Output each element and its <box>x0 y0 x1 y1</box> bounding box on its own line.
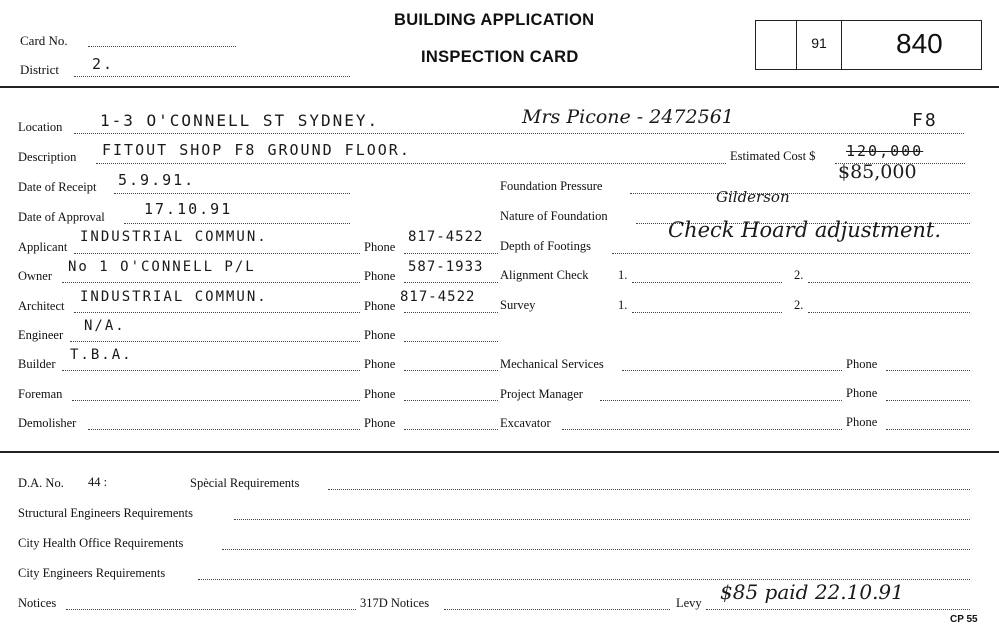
applicant-field[interactable] <box>74 253 360 254</box>
demolisher-field[interactable] <box>88 429 360 430</box>
structural-requirements-field[interactable] <box>234 519 970 520</box>
alignment-check-field-1[interactable] <box>632 282 782 283</box>
estimated-cost-label: Estimated Cost $ <box>730 149 816 163</box>
project-manager-field[interactable] <box>600 400 842 401</box>
location-field[interactable] <box>74 133 964 134</box>
description-value: FITOUT SHOP F8 GROUND FLOOR. <box>102 141 411 159</box>
location-note: Mrs Picone - 2472561 <box>522 106 734 128</box>
alignment-check-field-2[interactable] <box>808 282 970 283</box>
architect-label: Architect <box>18 299 65 313</box>
engineer-label: Engineer <box>18 328 64 342</box>
engineer-phone-label: Phone <box>364 328 396 342</box>
survey-field-2[interactable] <box>808 312 970 313</box>
depth-of-footings-field[interactable] <box>612 253 970 254</box>
health-requirements-field[interactable] <box>222 549 970 550</box>
builder-phone-field[interactable] <box>404 370 498 371</box>
description-field[interactable] <box>96 163 726 164</box>
district-label: District <box>20 62 59 77</box>
alignment-check-num-1: 1. <box>618 268 628 282</box>
card-number-value: 840 <box>896 28 943 59</box>
builder-phone-label: Phone <box>364 357 396 371</box>
foreman-phone-label: Phone <box>364 387 396 401</box>
engineer-value: N/A. <box>84 318 126 334</box>
levy-value: $85 paid 22.10.91 <box>720 580 904 604</box>
mechanical-services-phone-label: Phone <box>846 357 878 371</box>
engineer-field[interactable] <box>70 341 360 342</box>
builder-label: Builder <box>18 357 56 371</box>
survey-num-2: 2. <box>794 298 804 312</box>
card-series-value: 91 <box>811 35 827 51</box>
notices-317d-field[interactable] <box>444 609 670 610</box>
depth-of-footings-label: Depth of Footings <box>500 239 591 253</box>
demolisher-phone-field[interactable] <box>404 429 498 430</box>
form-subtitle: INSPECTION CARD <box>421 48 579 66</box>
da-number-label: D.A. No. <box>18 476 64 490</box>
alignment-check-label: Alignment Check <box>500 268 589 282</box>
architect-field[interactable] <box>74 312 360 313</box>
foreman-label: Foreman <box>18 387 63 401</box>
district-field[interactable] <box>74 76 350 77</box>
demolisher-phone-label: Phone <box>364 416 396 430</box>
owner-label: Owner <box>18 269 53 283</box>
levy-label: Levy <box>676 596 702 610</box>
card-no-field[interactable] <box>88 46 236 47</box>
section-divider <box>0 451 999 453</box>
date-of-receipt-value: 5.9.91. <box>118 171 196 189</box>
project-manager-phone-label: Phone <box>846 386 878 400</box>
demolisher-label: Demolisher <box>18 416 77 430</box>
structural-requirements-label: Structural Engineers Requirements <box>18 506 193 520</box>
foundation-pressure-field[interactable] <box>630 193 970 194</box>
owner-field[interactable] <box>62 282 360 283</box>
architect-phone-field[interactable] <box>404 312 498 313</box>
project-manager-phone-field[interactable] <box>886 400 970 401</box>
excavator-phone-label: Phone <box>846 415 878 429</box>
health-requirements-label: City Health Office Requirements <box>18 536 184 550</box>
form-title: BUILDING APPLICATION <box>394 11 595 29</box>
estimated-cost-struck: 120,000 <box>846 142 924 160</box>
foreman-field[interactable] <box>72 400 360 401</box>
special-requirements-label: Spècial Requirements <box>190 476 300 490</box>
foreman-phone-field[interactable] <box>404 400 498 401</box>
builder-field[interactable] <box>62 370 360 371</box>
applicant-phone-field[interactable] <box>404 253 498 254</box>
levy-field[interactable] <box>706 609 970 610</box>
owner-value: No 1 O'CONNELL P/L <box>68 259 256 275</box>
location-code: F8 <box>912 110 938 131</box>
architect-value: INDUSTRIAL COMMUN. <box>80 289 268 305</box>
owner-phone-label: Phone <box>364 269 396 283</box>
notices-317d-label: 317D Notices <box>360 596 430 610</box>
date-of-approval-label: Date of Approval <box>18 210 105 224</box>
builder-value: T.B.A. <box>70 347 133 363</box>
engineer-phone-field[interactable] <box>404 341 498 342</box>
foundation-pressure-label: Foundation Pressure <box>500 179 603 193</box>
location-label: Location <box>18 120 63 134</box>
notices-field[interactable] <box>66 609 356 610</box>
card-number-box <box>755 20 982 70</box>
da-number-value: 44 : <box>88 475 108 489</box>
estimated-cost-value: $85,000 <box>838 161 917 183</box>
date-of-approval-value: 17.10.91 <box>144 200 233 218</box>
depth-note: Check Hoard adjustment. <box>668 218 942 242</box>
mechanical-services-label: Mechanical Services <box>500 357 604 371</box>
mechanical-services-field[interactable] <box>622 370 842 371</box>
excavator-label: Excavator <box>500 416 551 430</box>
header-divider <box>0 86 999 88</box>
survey-label: Survey <box>500 298 536 312</box>
owner-phone-value: 587-1933 <box>408 259 484 275</box>
owner-phone-field[interactable] <box>404 282 498 283</box>
project-manager-label: Project Manager <box>500 387 583 401</box>
notices-label: Notices <box>18 596 57 610</box>
applicant-label: Applicant <box>18 240 68 254</box>
nature-note: Gilderson <box>716 188 790 206</box>
excavator-phone-field[interactable] <box>886 429 970 430</box>
city-engineers-requirements-label: City Engineers Requirements <box>18 566 166 580</box>
applicant-phone-label: Phone <box>364 240 396 254</box>
district-value: 2. <box>92 55 115 73</box>
card-series-cell <box>796 21 842 69</box>
survey-field-1[interactable] <box>632 312 782 313</box>
applicant-value: INDUSTRIAL COMMUN. <box>80 229 268 245</box>
card-no-label: Card No. <box>20 33 68 48</box>
excavator-field[interactable] <box>562 429 842 430</box>
survey-num-1: 1. <box>618 298 628 312</box>
architect-phone-label: Phone <box>364 299 396 313</box>
architect-phone-value: 817-4522 <box>400 289 476 305</box>
location-value: 1-3 O'CONNELL ST SYDNEY. <box>100 111 380 130</box>
description-label: Description <box>18 150 77 164</box>
form-code: CP 55 <box>950 614 978 625</box>
special-requirements-field[interactable] <box>328 489 970 490</box>
date-of-receipt-label: Date of Receipt <box>18 180 97 194</box>
date-of-approval-field[interactable] <box>124 223 350 224</box>
applicant-phone-value: 817-4522 <box>408 229 484 245</box>
date-of-receipt-field[interactable] <box>114 193 350 194</box>
alignment-check-num-2: 2. <box>794 268 804 282</box>
mechanical-services-phone-field[interactable] <box>886 370 970 371</box>
nature-of-foundation-label: Nature of Foundation <box>500 209 608 223</box>
